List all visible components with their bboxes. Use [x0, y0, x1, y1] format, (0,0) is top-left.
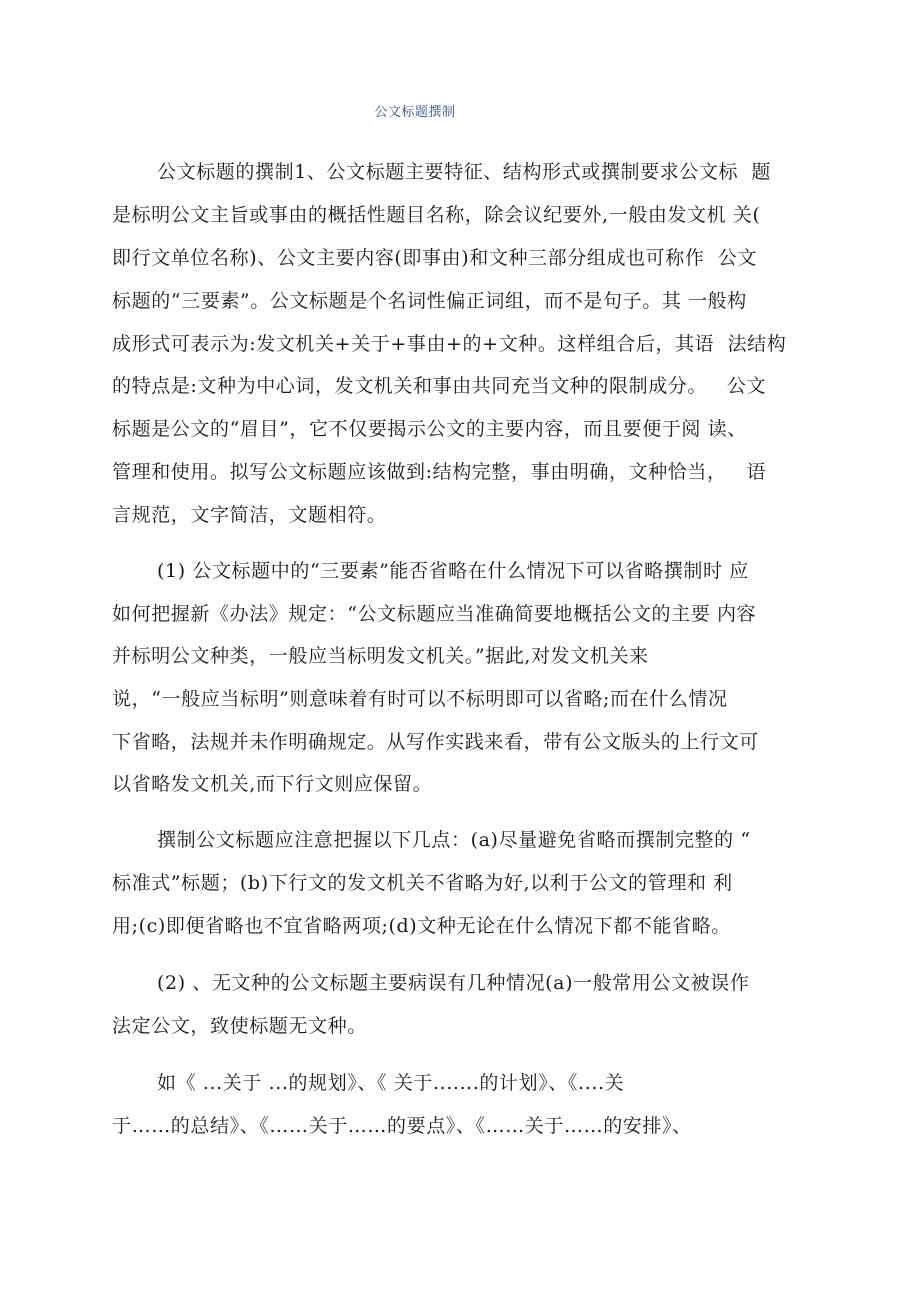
paragraph-1-line-4: 标题的“三要素”。公文标题是个名词性偏正词组，而不是句子。其 一般构	[112, 290, 747, 312]
paragraph-4-line-2: 法定公文，致使标题无文种。	[112, 1015, 367, 1037]
paragraph-3-line-3: 用;(c)即便省略也不宜省略两项;(d)文种无论在什么情况下都不能省略。	[112, 915, 731, 937]
paragraph-5-line-2: 于……的总结》、《……关于……的要点》、《……关于……的安排》、	[112, 1115, 692, 1137]
paragraph-2-line-6: 以省略发文机关,而下行文则应保留。	[112, 773, 433, 795]
paragraph-1-line-2: 是标明公文主旨或事由的概括性题目名称，除会议纪要外,一般由发文机 关(	[112, 204, 761, 226]
paragraph-1-line-6: 的特点是:文种为中心词，发文机关和事由共同充当文种的限制成分。 公文	[112, 375, 767, 397]
paragraph-2-line-1: (1) 公文标题中的“三要素”能否省略在什么情况下可以省略撰制时 应	[157, 560, 749, 582]
paragraph-5-line-1: 如《 ...关于 ...的规划》、《 关于.......的计划》、《....关	[157, 1072, 625, 1094]
paragraph-1-line-1: 公文标题的撰制1、公文标题主要特征、结构形式或撰制要求公文标 题	[157, 161, 771, 183]
paragraph-1-line-3: 即行文单位名称)、公文主要内容(即事由)和文种三部分组成也可称作 公文	[112, 247, 757, 269]
paragraph-1-line-9: 言规范，文字简洁，文题相符。	[112, 504, 387, 526]
paragraph-2-line-2: 如何把握新《办法》规定：“公文标题应当准确简要地概括公文的主要 内容	[112, 603, 757, 625]
paragraph-2-line-3: 并标明公文种类，一般应当标明发文机关。”据此,对发文机关来	[112, 645, 649, 667]
paragraph-1-line-5: 成形式可表示为:发文机关+关于+事由+的+文种。这样组合后，其语 法结构	[112, 333, 787, 355]
paragraph-2-line-4: 说，“一般应当标明”则意味着有时可以不标明即可以省略;而在什么情况	[112, 688, 728, 710]
paragraph-3-line-2: 标准式”标题；(b)下行文的发文机关不省略为好,以利于公文的管理和 利	[112, 872, 733, 894]
paragraph-4-line-1: (2) 、无文种的公文标题主要病误有几种情况(a)一般常用公文被误作	[157, 972, 750, 994]
paragraph-1-line-8: 管理和使用。拟写公文标题应该做到:结构完整，事由明确，文种恰当， 语	[112, 461, 767, 483]
paragraph-2-line-5: 下省略，法规并未作明确规定。从写作实践来看，带有公文版头的上行文可	[112, 731, 759, 753]
paragraph-3-line-1: 撰制公文标题应注意把握以下几点：(a)尽量避免省略而撰制完整的 “	[157, 829, 751, 851]
paragraph-1-line-7: 标题是公文的“眉目”，它不仅要揭示公文的主要内容，而且要便于阅 读、	[112, 418, 747, 440]
document-title: 公文标题撰制	[374, 105, 456, 120]
